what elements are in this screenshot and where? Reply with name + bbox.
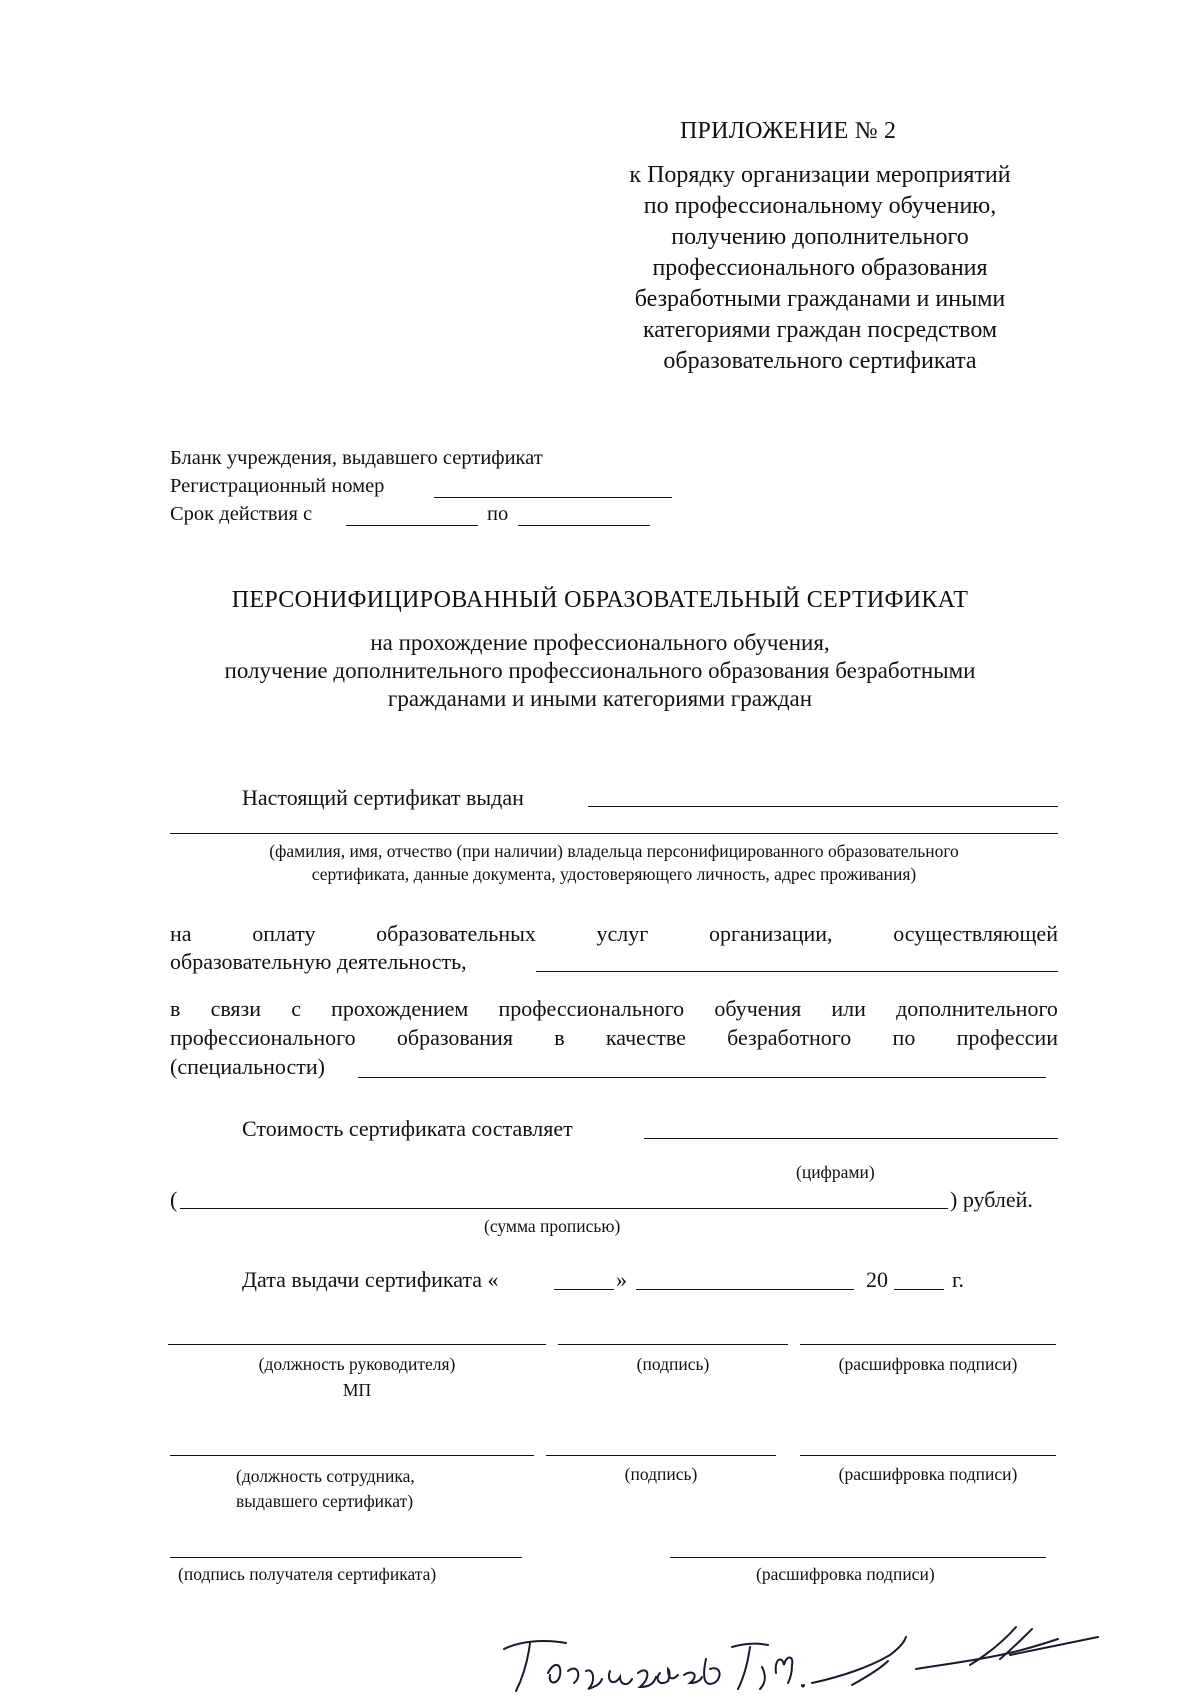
head-signature-line[interactable] (558, 1344, 788, 1345)
employee-decryption-caption: (расшифровка подписи) (838, 1464, 1018, 1484)
word: профессионального (498, 996, 685, 1021)
validity-to-field[interactable] (518, 525, 650, 526)
handwritten-signature (500, 1615, 1100, 1697)
head-position-caption: (должность руководителя) (258, 1354, 456, 1374)
appendix-subtitle-line: безработными гражданами и иными (634, 286, 1006, 312)
cost-words-field[interactable] (180, 1208, 948, 1209)
word: связи (210, 996, 262, 1021)
certificate-subtitle-line: на прохождение профессионального обучения, (370, 630, 830, 655)
blank-label: Бланк учреждения, выдавшего сертификат (170, 447, 543, 469)
validity-to-label: по (487, 503, 509, 525)
relation-line-2 (170, 1024, 1058, 1052)
rubles-label: ) рублей. (950, 1187, 1033, 1212)
issued-to-field[interactable] (588, 806, 1058, 807)
word: оплату (252, 921, 316, 946)
issued-to-field-2[interactable] (170, 833, 1058, 834)
relation-line-3: (специальности) (170, 1054, 325, 1079)
employee-position-caption-line: (должность сотрудника, (236, 1466, 415, 1486)
employee-signature-caption: (подпись) (624, 1464, 698, 1484)
issued-to-caption-line: (фамилия, имя, отчество (при наличии) владельца персонифицированного образовательного (269, 841, 959, 861)
word: в (170, 996, 181, 1021)
word: образовательных (376, 921, 536, 946)
employee-signature-line[interactable] (546, 1455, 776, 1456)
reg-number-field[interactable] (434, 497, 672, 498)
open-paren: ( (170, 1187, 178, 1212)
year-suffix: г. (952, 1267, 965, 1292)
appendix-subtitle-line: образовательного сертификата (663, 348, 977, 374)
issued-to-label: Настоящий сертификат выдан (242, 785, 524, 810)
appendix-title: ПРИЛОЖЕНИЕ № 2 (680, 118, 897, 144)
word: качестве (605, 1025, 686, 1050)
certificate-subtitle-line: гражданами и иными категориями граждан (387, 686, 813, 711)
word: обучения (714, 996, 802, 1021)
employee-position-caption-line: выдавшего сертификат) (236, 1491, 414, 1511)
appendix-subtitle-line: профессионального образования (652, 255, 988, 281)
appendix-subtitle-line: категориями граждан посредством (642, 317, 998, 343)
cost-digits-field[interactable] (644, 1138, 1058, 1139)
employee-position-line[interactable] (170, 1455, 534, 1456)
handwritten-signature-strokes (812, 1627, 1098, 1685)
appendix-subtitle-line: к Порядку организации мероприятий (629, 162, 1011, 188)
date-month-field[interactable] (636, 1289, 854, 1290)
cost-label: Стоимость сертификата составляет (242, 1116, 573, 1141)
organization-field[interactable] (536, 971, 1058, 972)
word: или (831, 996, 866, 1021)
stamp-label: МП (342, 1380, 372, 1400)
reg-number-label: Регистрационный номер (170, 475, 385, 497)
head-position-line[interactable] (168, 1344, 546, 1345)
date-quote-close: » (616, 1267, 627, 1292)
validity-from-label: Срок действия с (170, 503, 313, 525)
appendix-subtitle (560, 160, 1080, 377)
digits-caption: (цифрами) (796, 1162, 875, 1182)
recipient-decryption-caption: (расшифровка подписи) (756, 1564, 935, 1584)
issued-to-caption (160, 840, 1068, 886)
words-caption: (сумма прописью) (484, 1216, 621, 1236)
recipient-signature-line[interactable] (170, 1557, 522, 1558)
payment-line-2: образовательную деятельность, (170, 949, 467, 974)
word: организации, (708, 921, 833, 946)
word: на (170, 921, 192, 946)
word: по (892, 1025, 916, 1050)
word: с (291, 996, 301, 1021)
recipient-signature-caption: (подпись получателя сертификата) (178, 1564, 437, 1584)
appendix-subtitle-line: получению дополнительного (671, 224, 969, 250)
word: профессии (956, 1025, 1058, 1050)
certificate-title: ПЕРСОНИФИЦИРОВАННЫЙ ОБРАЗОВАТЕЛЬНЫЙ СЕРТИФИКАТ (231, 587, 969, 613)
appendix-subtitle-line: по профессиональному обучению, (643, 193, 997, 219)
word: в (554, 1025, 565, 1050)
recipient-decryption-line[interactable] (670, 1557, 1046, 1558)
certificate-subtitle-line: получение дополнительного профессионального образования безработными (224, 658, 976, 683)
word: дополнительного (896, 996, 1058, 1021)
year-prefix: 20 (866, 1267, 888, 1292)
employee-decryption-line[interactable] (800, 1455, 1056, 1456)
word: безработного (727, 1025, 852, 1050)
head-decryption-line[interactable] (800, 1344, 1056, 1345)
payment-line-1 (170, 920, 1058, 948)
issued-to-caption-line: сертификата, данные документа, удостоверяющего личность, адрес проживания) (311, 864, 917, 884)
word: профессионального (170, 1025, 356, 1050)
validity-from-field[interactable] (346, 525, 478, 526)
head-signature-caption: (подпись) (636, 1354, 710, 1374)
certificate-subtitle (160, 629, 1040, 713)
employee-position-caption (236, 1464, 415, 1514)
word: услуг (596, 921, 649, 946)
word: осуществляющей (893, 921, 1058, 946)
word: образования (396, 1025, 513, 1050)
head-decryption-caption: (расшифровка подписи) (838, 1354, 1018, 1374)
profession-field[interactable] (358, 1077, 1046, 1078)
relation-line-1 (170, 995, 1058, 1023)
date-day-field[interactable] (554, 1289, 614, 1290)
date-label: Дата выдачи сертификата « (242, 1267, 499, 1292)
word: прохождением (331, 996, 469, 1021)
handwritten-name-strokes (504, 1641, 804, 1691)
date-year-field[interactable] (894, 1289, 944, 1290)
